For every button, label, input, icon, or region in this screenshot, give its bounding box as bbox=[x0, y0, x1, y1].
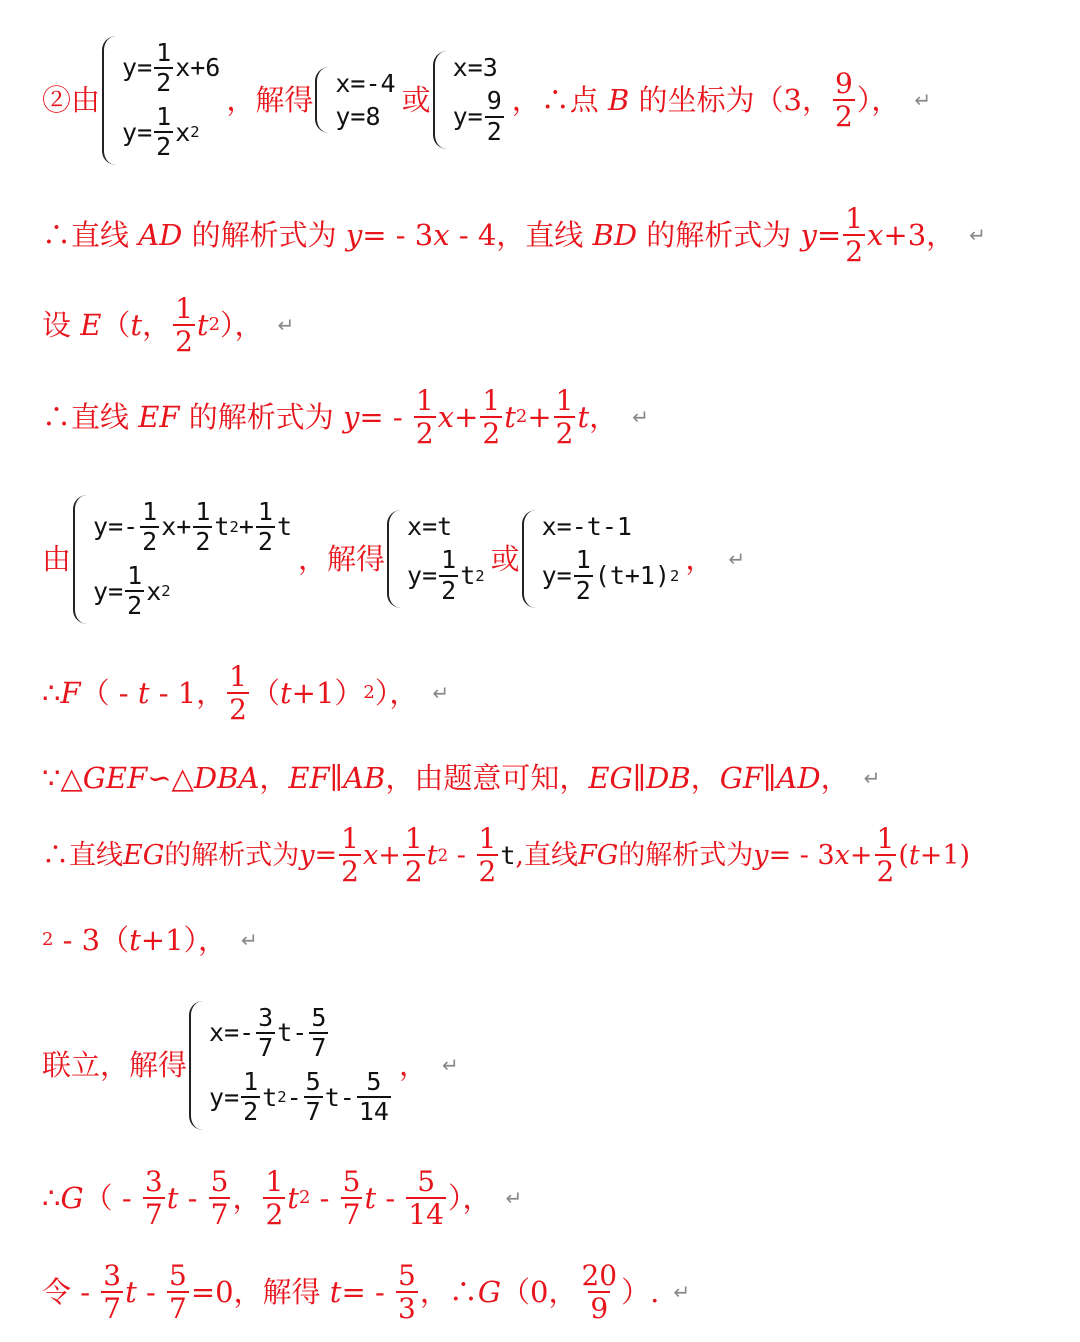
return-mark-icon: ↵ bbox=[632, 405, 649, 429]
math-text: - 3（ bbox=[53, 922, 130, 957]
math-text: 1 bbox=[195, 496, 211, 526]
fraction bbox=[341, 1164, 363, 1231]
math-text: 2 bbox=[575, 575, 591, 605]
math-text: ∥ bbox=[329, 760, 344, 795]
math-text: EF bbox=[138, 399, 180, 434]
math-text: ， bbox=[259, 760, 289, 795]
return-mark-icon: ↵ bbox=[241, 928, 258, 952]
math-text: +3， bbox=[883, 217, 956, 252]
fraction bbox=[304, 1069, 323, 1126]
equation-row bbox=[122, 36, 220, 101]
math-text: - 4，直线 bbox=[449, 217, 593, 252]
math-text: ∴直线 bbox=[42, 839, 123, 871]
math-text: ∽△ bbox=[147, 760, 194, 795]
fraction bbox=[574, 547, 593, 604]
math-text: 5 bbox=[168, 1258, 187, 1292]
math-text: 2 bbox=[127, 591, 143, 621]
fraction bbox=[173, 291, 195, 358]
math-text: EG bbox=[123, 839, 165, 871]
math-text: 7 bbox=[144, 1198, 163, 1231]
text: ②由 bbox=[42, 82, 101, 117]
math-text: = bbox=[816, 217, 842, 252]
math-text: +1) bbox=[919, 839, 971, 871]
math-text: y bbox=[800, 217, 817, 252]
math-text: ∴ bbox=[42, 675, 61, 710]
math-text: y= bbox=[93, 576, 124, 606]
text: 或 bbox=[401, 82, 431, 117]
math-text: + bbox=[454, 399, 479, 434]
math-text: t bbox=[329, 1274, 342, 1309]
return-mark-icon: ↵ bbox=[441, 1053, 459, 1077]
fraction bbox=[414, 383, 436, 450]
fraction bbox=[256, 1002, 275, 1062]
math-text: 3 bbox=[103, 1258, 122, 1292]
fraction bbox=[579, 1258, 619, 1325]
equation-row: y= $\frac{1}{2}$ x 2 bbox=[93, 561, 171, 621]
math-text: 2 bbox=[876, 855, 895, 888]
math-text: 1 bbox=[175, 291, 193, 325]
math-text: 7 bbox=[342, 1198, 361, 1231]
math-text: ， bbox=[685, 541, 715, 576]
math-text: t bbox=[130, 307, 143, 342]
fraction bbox=[477, 821, 499, 888]
math-text: 3 bbox=[397, 1292, 416, 1325]
equation-rows bbox=[407, 510, 485, 608]
math-text: 1 bbox=[127, 561, 143, 590]
math-text: = bbox=[314, 839, 338, 871]
math-text: 7 bbox=[210, 1198, 229, 1231]
math-text: 2 bbox=[265, 1198, 284, 1231]
math-text: 或 bbox=[490, 541, 520, 576]
math-text: （0， bbox=[501, 1274, 578, 1309]
math-text: （ bbox=[251, 675, 281, 710]
math-text: x=-4 bbox=[335, 69, 396, 98]
solution-line-4: ∴直线 EF 的解析式为 y = - $\frac{1}{2}$ x + $\frac{1}{2}$ t 2 + $\frac{1}{2}$ t ， ↵ bbox=[42, 383, 649, 450]
math-text: 1 bbox=[478, 821, 497, 855]
math-text: 2 bbox=[175, 325, 193, 358]
solution-line-3: 设 E （ t ， $\frac{1}{2}$ t 2 ）， ↵ bbox=[42, 291, 295, 358]
math-text: = - 3 bbox=[768, 839, 835, 871]
math-text: t bbox=[137, 675, 150, 710]
math-text: DB bbox=[646, 760, 691, 795]
math-text: 7 bbox=[103, 1292, 122, 1325]
math-text: ( bbox=[898, 839, 909, 871]
math-text: 1 bbox=[876, 821, 895, 855]
math-text: 2 bbox=[142, 526, 158, 556]
math-text: AD bbox=[138, 217, 183, 252]
math-text: ，解得 bbox=[298, 541, 386, 576]
math-text: 1 bbox=[845, 201, 864, 235]
equation-system bbox=[433, 51, 506, 149]
math-text: 2 bbox=[229, 693, 247, 726]
math-text: 的解析式为 bbox=[182, 217, 346, 252]
math-text: ）， bbox=[220, 307, 264, 342]
math-text: t bbox=[129, 922, 141, 957]
math-text: t bbox=[364, 1180, 377, 1215]
math-text: 2 bbox=[195, 526, 211, 556]
math-text: + bbox=[849, 839, 873, 871]
math-text: 3 bbox=[258, 1002, 274, 1032]
math-text: - 1， bbox=[149, 675, 226, 710]
math-text: 7 bbox=[258, 1032, 274, 1062]
math-text: x bbox=[834, 839, 850, 871]
math-text: t bbox=[196, 307, 209, 342]
math-text: 5 bbox=[417, 1164, 436, 1198]
fraction bbox=[406, 1164, 446, 1231]
math-text: 5 bbox=[366, 1067, 382, 1096]
math-text: GEF bbox=[82, 760, 148, 795]
math-text: 2 bbox=[415, 417, 434, 450]
equation-system bbox=[315, 67, 395, 133]
math-text: x bbox=[175, 117, 191, 147]
math-text: + bbox=[527, 399, 552, 434]
math-text: x=-t-1 bbox=[541, 512, 632, 542]
math-text: t bbox=[500, 840, 516, 870]
equation-rows bbox=[122, 36, 220, 165]
math-text: 1 bbox=[229, 659, 247, 693]
math-text: 3 bbox=[144, 1164, 163, 1198]
equation-row bbox=[453, 84, 506, 149]
math-text: ∴直线 bbox=[42, 399, 139, 434]
math-text: 20 bbox=[581, 1258, 618, 1292]
math-text: t bbox=[262, 1082, 278, 1112]
math-text: B bbox=[607, 82, 630, 117]
math-text: 2 bbox=[834, 100, 853, 133]
math-text: BD bbox=[592, 217, 638, 252]
math-text: t- bbox=[277, 1018, 308, 1048]
math-text: 2 bbox=[441, 575, 457, 605]
math-text: x bbox=[433, 217, 450, 252]
math-text: y= bbox=[541, 561, 572, 590]
fraction bbox=[480, 383, 502, 450]
math-text: G bbox=[477, 1274, 501, 1309]
math-text: 的坐标为（3， bbox=[629, 82, 831, 117]
math-text: E bbox=[80, 307, 102, 342]
fraction bbox=[125, 563, 144, 620]
math-text: ,直线 bbox=[515, 839, 578, 871]
math-text: - bbox=[448, 839, 475, 871]
math-text: （ - bbox=[83, 1180, 141, 1215]
math-text: 5 bbox=[311, 1002, 327, 1032]
fraction bbox=[843, 201, 865, 268]
math-text: 5 bbox=[397, 1258, 416, 1292]
math-text: x=t bbox=[407, 512, 453, 542]
math-text: = - 3 bbox=[362, 217, 434, 252]
math-text: 1 bbox=[482, 383, 501, 417]
math-text: 1 bbox=[415, 383, 434, 417]
solution-line-10 bbox=[42, 982, 1080, 1148]
math-text: 1 bbox=[341, 821, 359, 855]
math-text: 1 bbox=[575, 545, 591, 575]
math-text: 14 bbox=[408, 1198, 444, 1231]
fraction bbox=[101, 1258, 123, 1325]
math-text: （ bbox=[101, 307, 131, 342]
math-text: 设 bbox=[42, 307, 81, 342]
math-text: 2 bbox=[404, 855, 423, 888]
math-text: 2 bbox=[341, 855, 359, 888]
math-text: 1 bbox=[441, 545, 457, 575]
fraction bbox=[227, 659, 249, 726]
math-text: 2 bbox=[257, 526, 273, 556]
math-text: x bbox=[146, 576, 162, 606]
fraction bbox=[209, 1164, 231, 1231]
math-text: y=8 bbox=[335, 102, 381, 131]
solution-line-11: ∴ G （ - $\frac{3}{7}$ t - $\frac{5}{7}$ ， $\frac{1}{2}$ t 2 - $\frac{5}{7}$ t - $\frac{5}{14}$ ）， ↵ bbox=[42, 1164, 523, 1231]
fraction bbox=[143, 1164, 165, 1231]
return-mark-icon: ↵ bbox=[277, 313, 295, 337]
math-text: - bbox=[286, 1082, 302, 1112]
math-text: - bbox=[376, 1180, 405, 1215]
equation-system bbox=[522, 510, 680, 608]
solution-line-7 bbox=[42, 758, 1080, 798]
return-mark-icon: ↵ bbox=[914, 88, 932, 112]
math-text: DBA bbox=[193, 760, 260, 795]
math-text: G bbox=[60, 1180, 84, 1215]
math-text: 14 bbox=[358, 1097, 389, 1127]
fraction bbox=[167, 1258, 189, 1325]
math-text: ∥ bbox=[632, 760, 647, 795]
math-text: t- bbox=[324, 1082, 355, 1112]
math-text: t bbox=[280, 675, 292, 710]
equation-row: y= $\frac{1}{2}$ x 2 bbox=[122, 102, 200, 162]
equation-system bbox=[189, 1001, 393, 1130]
brace bbox=[189, 1001, 203, 1130]
equation-rows bbox=[209, 1001, 393, 1130]
math-text: t bbox=[125, 1274, 137, 1309]
math-text: ）， bbox=[374, 675, 419, 710]
math-text: y= bbox=[122, 53, 153, 83]
math-text: y bbox=[753, 839, 769, 871]
fraction bbox=[554, 383, 576, 450]
math-text: x+ bbox=[161, 512, 192, 542]
fraction bbox=[309, 1002, 328, 1062]
fraction bbox=[154, 104, 173, 161]
math-text: GF bbox=[719, 760, 763, 795]
math-text: 的解析式为 bbox=[179, 399, 343, 434]
fraction bbox=[256, 496, 275, 556]
equation-row: y= $\frac{1}{2}$ (t+1) 2 bbox=[541, 545, 680, 605]
math-text: ， bbox=[690, 760, 720, 795]
fraction bbox=[263, 1164, 285, 1231]
math-text: F bbox=[60, 675, 81, 710]
math-text: ∴直线 bbox=[42, 217, 139, 252]
math-text: y= bbox=[407, 561, 438, 590]
math-text: 1 bbox=[156, 102, 172, 131]
math-text: ， bbox=[589, 399, 619, 434]
math-text: x=- bbox=[209, 1018, 255, 1048]
equation-row: y= $\frac{1}{2}$ t 2 bbox=[407, 545, 485, 605]
math-text: 5 bbox=[210, 1164, 229, 1198]
fraction bbox=[485, 88, 504, 145]
return-mark-icon: ↵ bbox=[728, 547, 746, 571]
math-text: x bbox=[867, 217, 884, 252]
math-text: ， bbox=[232, 1180, 262, 1215]
brace bbox=[315, 67, 329, 133]
math-text: 2 bbox=[156, 132, 172, 162]
math-text: 1 bbox=[555, 383, 574, 417]
math-text: 1 bbox=[156, 37, 172, 67]
fraction bbox=[439, 547, 458, 604]
math-text: EF bbox=[288, 760, 330, 795]
math-text: y= bbox=[122, 117, 153, 147]
return-mark-icon: ↵ bbox=[969, 223, 986, 247]
math-text: 2 bbox=[478, 855, 497, 888]
math-text: ∵△ bbox=[42, 760, 83, 795]
math-text: t bbox=[166, 1180, 179, 1215]
math-text: 1 bbox=[265, 1164, 284, 1198]
math-text: y bbox=[345, 217, 363, 252]
equation-row: y= $\frac{1}{2}$ t 2 - $\frac{5}{7}$ t- $\frac{5}{14}$ bbox=[209, 1067, 389, 1127]
equation-system bbox=[102, 36, 220, 165]
math-text: 1 bbox=[257, 496, 273, 526]
math-text: ， bbox=[142, 307, 172, 342]
math-text: ）， bbox=[856, 82, 901, 117]
math-text: FG bbox=[577, 839, 619, 871]
math-text: ， bbox=[820, 760, 850, 795]
return-mark-icon: ↵ bbox=[863, 766, 881, 790]
return-mark-icon: ↵ bbox=[432, 681, 450, 705]
math-text: y= bbox=[452, 102, 483, 131]
solution-line-1 bbox=[42, 18, 1080, 182]
solution-line-6: ∴ F （ - t - 1， $\frac{1}{2}$ （ t +1） 2 ）， ↵ bbox=[42, 659, 450, 726]
math-text: 2 bbox=[243, 1097, 259, 1127]
solution-line-2 bbox=[42, 200, 1080, 270]
math-text: t bbox=[276, 512, 292, 542]
math-text: 5 bbox=[305, 1067, 321, 1096]
fraction bbox=[357, 1069, 391, 1126]
math-text: ，由题意可知， bbox=[385, 760, 589, 795]
math-text: AB bbox=[343, 760, 386, 795]
equation-rows bbox=[453, 51, 506, 149]
return-mark-icon: ↵ bbox=[673, 1280, 691, 1304]
math-text: 由 bbox=[42, 541, 72, 576]
math-text: ）. bbox=[621, 1274, 660, 1309]
math-text: 1 bbox=[404, 821, 423, 855]
math-text: 2 bbox=[482, 417, 501, 450]
fraction bbox=[241, 1069, 260, 1126]
fraction bbox=[140, 496, 159, 556]
math-text: - bbox=[136, 1274, 165, 1309]
math-text: t bbox=[426, 839, 438, 871]
math-text: - bbox=[310, 1180, 339, 1215]
math-text: 1 bbox=[243, 1067, 259, 1096]
math-text: 9 bbox=[590, 1292, 609, 1325]
math-text: =0，解得 bbox=[190, 1274, 330, 1309]
brace bbox=[522, 510, 536, 608]
math-text: x bbox=[363, 839, 379, 871]
math-text: + bbox=[378, 839, 401, 871]
math-text: (t+1) bbox=[594, 561, 671, 590]
math-text: 的解析式为 bbox=[637, 217, 801, 252]
equation-system bbox=[387, 510, 485, 608]
math-text: 5 bbox=[342, 1164, 361, 1198]
fraction bbox=[403, 821, 425, 888]
fraction bbox=[339, 821, 361, 888]
math-text: x=3 bbox=[452, 53, 498, 83]
equation-system bbox=[73, 495, 292, 624]
math-text: +1） bbox=[291, 675, 364, 710]
equation-rows bbox=[93, 495, 292, 624]
math-text: y=- bbox=[93, 512, 139, 542]
math-text: 的解析式为 bbox=[618, 839, 754, 871]
brace bbox=[102, 36, 116, 165]
math-text: 的解析式为 bbox=[164, 839, 300, 871]
math-text: y bbox=[342, 399, 360, 434]
math-text: ∴ bbox=[42, 1180, 61, 1215]
math-text: = - bbox=[341, 1274, 394, 1309]
math-text: ， bbox=[398, 1047, 428, 1082]
math-text: t bbox=[287, 1180, 299, 1215]
math-text: = - bbox=[359, 399, 412, 434]
solution-line-5 bbox=[42, 476, 1080, 642]
math-text: t bbox=[908, 839, 920, 871]
math-text: EG bbox=[588, 760, 633, 795]
math-text: + bbox=[238, 512, 254, 542]
math-text: 1 bbox=[142, 496, 158, 526]
equation-row bbox=[209, 1001, 393, 1066]
fraction bbox=[875, 821, 897, 888]
text: ，解得 bbox=[226, 82, 314, 117]
brace bbox=[387, 510, 401, 608]
math-text: （ - bbox=[80, 675, 138, 710]
math-text: 2 bbox=[555, 417, 574, 450]
math-text: y bbox=[299, 839, 315, 871]
equation-row: y=- $\frac{1}{2}$ x+ $\frac{1}{2}$ t 2 + $\frac{1}{2}$ t bbox=[93, 496, 292, 556]
math-text: 7 bbox=[168, 1292, 187, 1325]
math-text: t bbox=[577, 399, 590, 434]
math-text: x bbox=[437, 399, 455, 434]
fraction bbox=[154, 37, 173, 97]
solution-line-8: ∴直线 EG 的解析式为 y = $\frac{1}{2}$ x + $\frac{1}{2}$ t 2 - $\frac{1}{2}$ t ,直线 FG 的解析式为 y = - 3 x + $\frac{1}{2}$ ( t +1) bbox=[42, 821, 971, 888]
math-text: x+6 bbox=[175, 53, 221, 83]
math-text: 7 bbox=[305, 1097, 321, 1127]
fraction bbox=[396, 1258, 418, 1325]
equation-rows bbox=[335, 67, 395, 133]
math-text: ∥ bbox=[762, 760, 777, 795]
brace bbox=[433, 51, 447, 149]
math-text: 2 bbox=[845, 235, 864, 268]
math-text: t bbox=[504, 399, 516, 434]
math-text: 2 bbox=[486, 116, 502, 146]
math-text: ，∴ bbox=[419, 1274, 478, 1309]
math-text: 7 bbox=[311, 1032, 327, 1062]
solution-line-12 bbox=[42, 1256, 1080, 1328]
fraction bbox=[833, 66, 855, 133]
math-text: y= bbox=[209, 1082, 240, 1112]
math-text: +1）， bbox=[140, 922, 228, 957]
math-text: 2 bbox=[156, 67, 172, 97]
math-text: 9 bbox=[486, 86, 502, 116]
math-text: t bbox=[214, 512, 230, 542]
solution-line-9: 2 - 3（ t +1）， ↵ bbox=[42, 922, 258, 957]
math-text: ）， bbox=[448, 1180, 492, 1215]
math-text: 9 bbox=[834, 66, 853, 100]
math-text: 联立，解得 bbox=[42, 1047, 188, 1082]
fraction bbox=[193, 496, 212, 556]
math-text: AD bbox=[776, 760, 821, 795]
math-text: - bbox=[178, 1180, 207, 1215]
math-text: t bbox=[460, 561, 476, 590]
brace bbox=[73, 495, 87, 624]
math-text: ，∴点 bbox=[511, 82, 608, 117]
math-text: 令 - bbox=[42, 1274, 100, 1309]
equation-rows bbox=[542, 510, 680, 608]
return-mark-icon: ↵ bbox=[505, 1186, 523, 1210]
